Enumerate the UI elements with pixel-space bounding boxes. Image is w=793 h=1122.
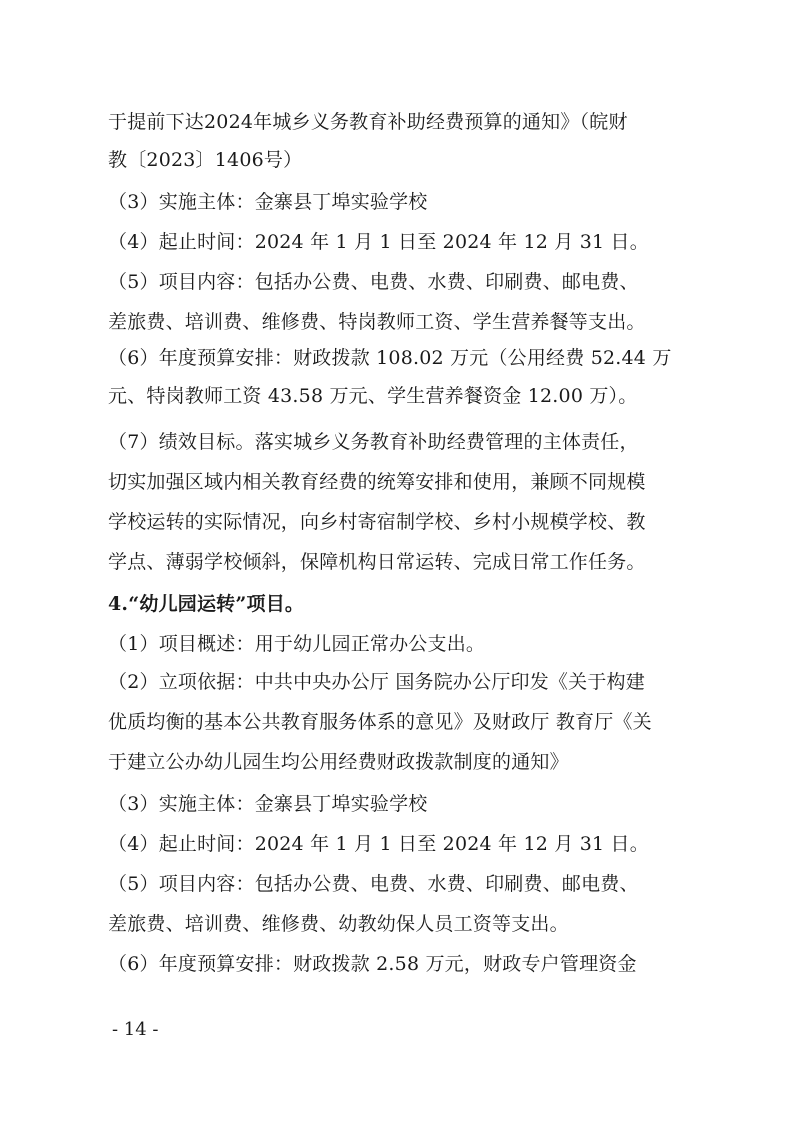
text-line: （5）项目内容：包括办公费、电费、水费、印刷费、邮电费、	[108, 271, 639, 293]
text-line: 差旅费、培训费、维修费、幼教幼保人员工资等支出。	[108, 913, 569, 935]
section-heading: 4.“幼儿园运转”项目。	[108, 593, 305, 615]
text-line: 于提前下达2024年城乡义务教育补助经费预算的通知》（皖财	[108, 111, 628, 133]
text-line: 切实加强区域内相关教育经费的统筹安排和使用，兼顾不同规模	[108, 471, 646, 493]
text-line: （2）立项依据：中共中央办公厅 国务院办公厅印发《关于构建	[108, 671, 645, 693]
text-line: （6）年度预算安排：财政拨款 108.02 万元（公用经费 52.44 万	[108, 347, 672, 369]
text-line: （1）项目概述：用于幼儿园正常办公支出。	[108, 633, 486, 655]
text-line: 元、特岗教师工资 43.58 万元、学生营养餐资金 12.00 万）。	[108, 385, 638, 407]
text-line: 学校运转的实际情况，向乡村寄宿制学校、乡村小规模学校、教	[108, 511, 646, 533]
text-line: （4）起止时间：2024 年 1 月 1 日至 2024 年 12 月 31 日。	[108, 231, 649, 253]
text-line: （6）年度预算安排：财政拨款 2.58 万元，财政专户管理资金	[108, 953, 637, 975]
text-line: 差旅费、培训费、维修费、特岗教师工资、学生营养餐等支出。	[108, 311, 646, 333]
page-number: - 14 -	[112, 1019, 159, 1040]
text-line: （3）实施主体：金寨县丁埠实验学校	[108, 793, 428, 815]
text-line: （3）实施主体：金寨县丁埠实验学校	[108, 191, 428, 213]
text-line: 教〔2023〕1406号）	[108, 149, 303, 171]
text-line: 优质均衡的基本公共教育服务体系的意见》及财政厅 教育厅《关	[108, 711, 652, 733]
text-line: （4）起止时间：2024 年 1 月 1 日至 2024 年 12 月 31 日。	[108, 833, 649, 855]
text-line: 于建立公办幼儿园生均公用经费财政拨款制度的通知》	[108, 751, 569, 773]
text-line: （7）绩效目标。落实城乡义务教育补助经费管理的主体责任，	[108, 431, 639, 453]
text-line: （5）项目内容：包括办公费、电费、水费、印刷费、邮电费、	[108, 873, 639, 895]
text-line: 学点、薄弱学校倾斜，保障机构日常运转、完成日常工作任务。	[108, 551, 646, 573]
